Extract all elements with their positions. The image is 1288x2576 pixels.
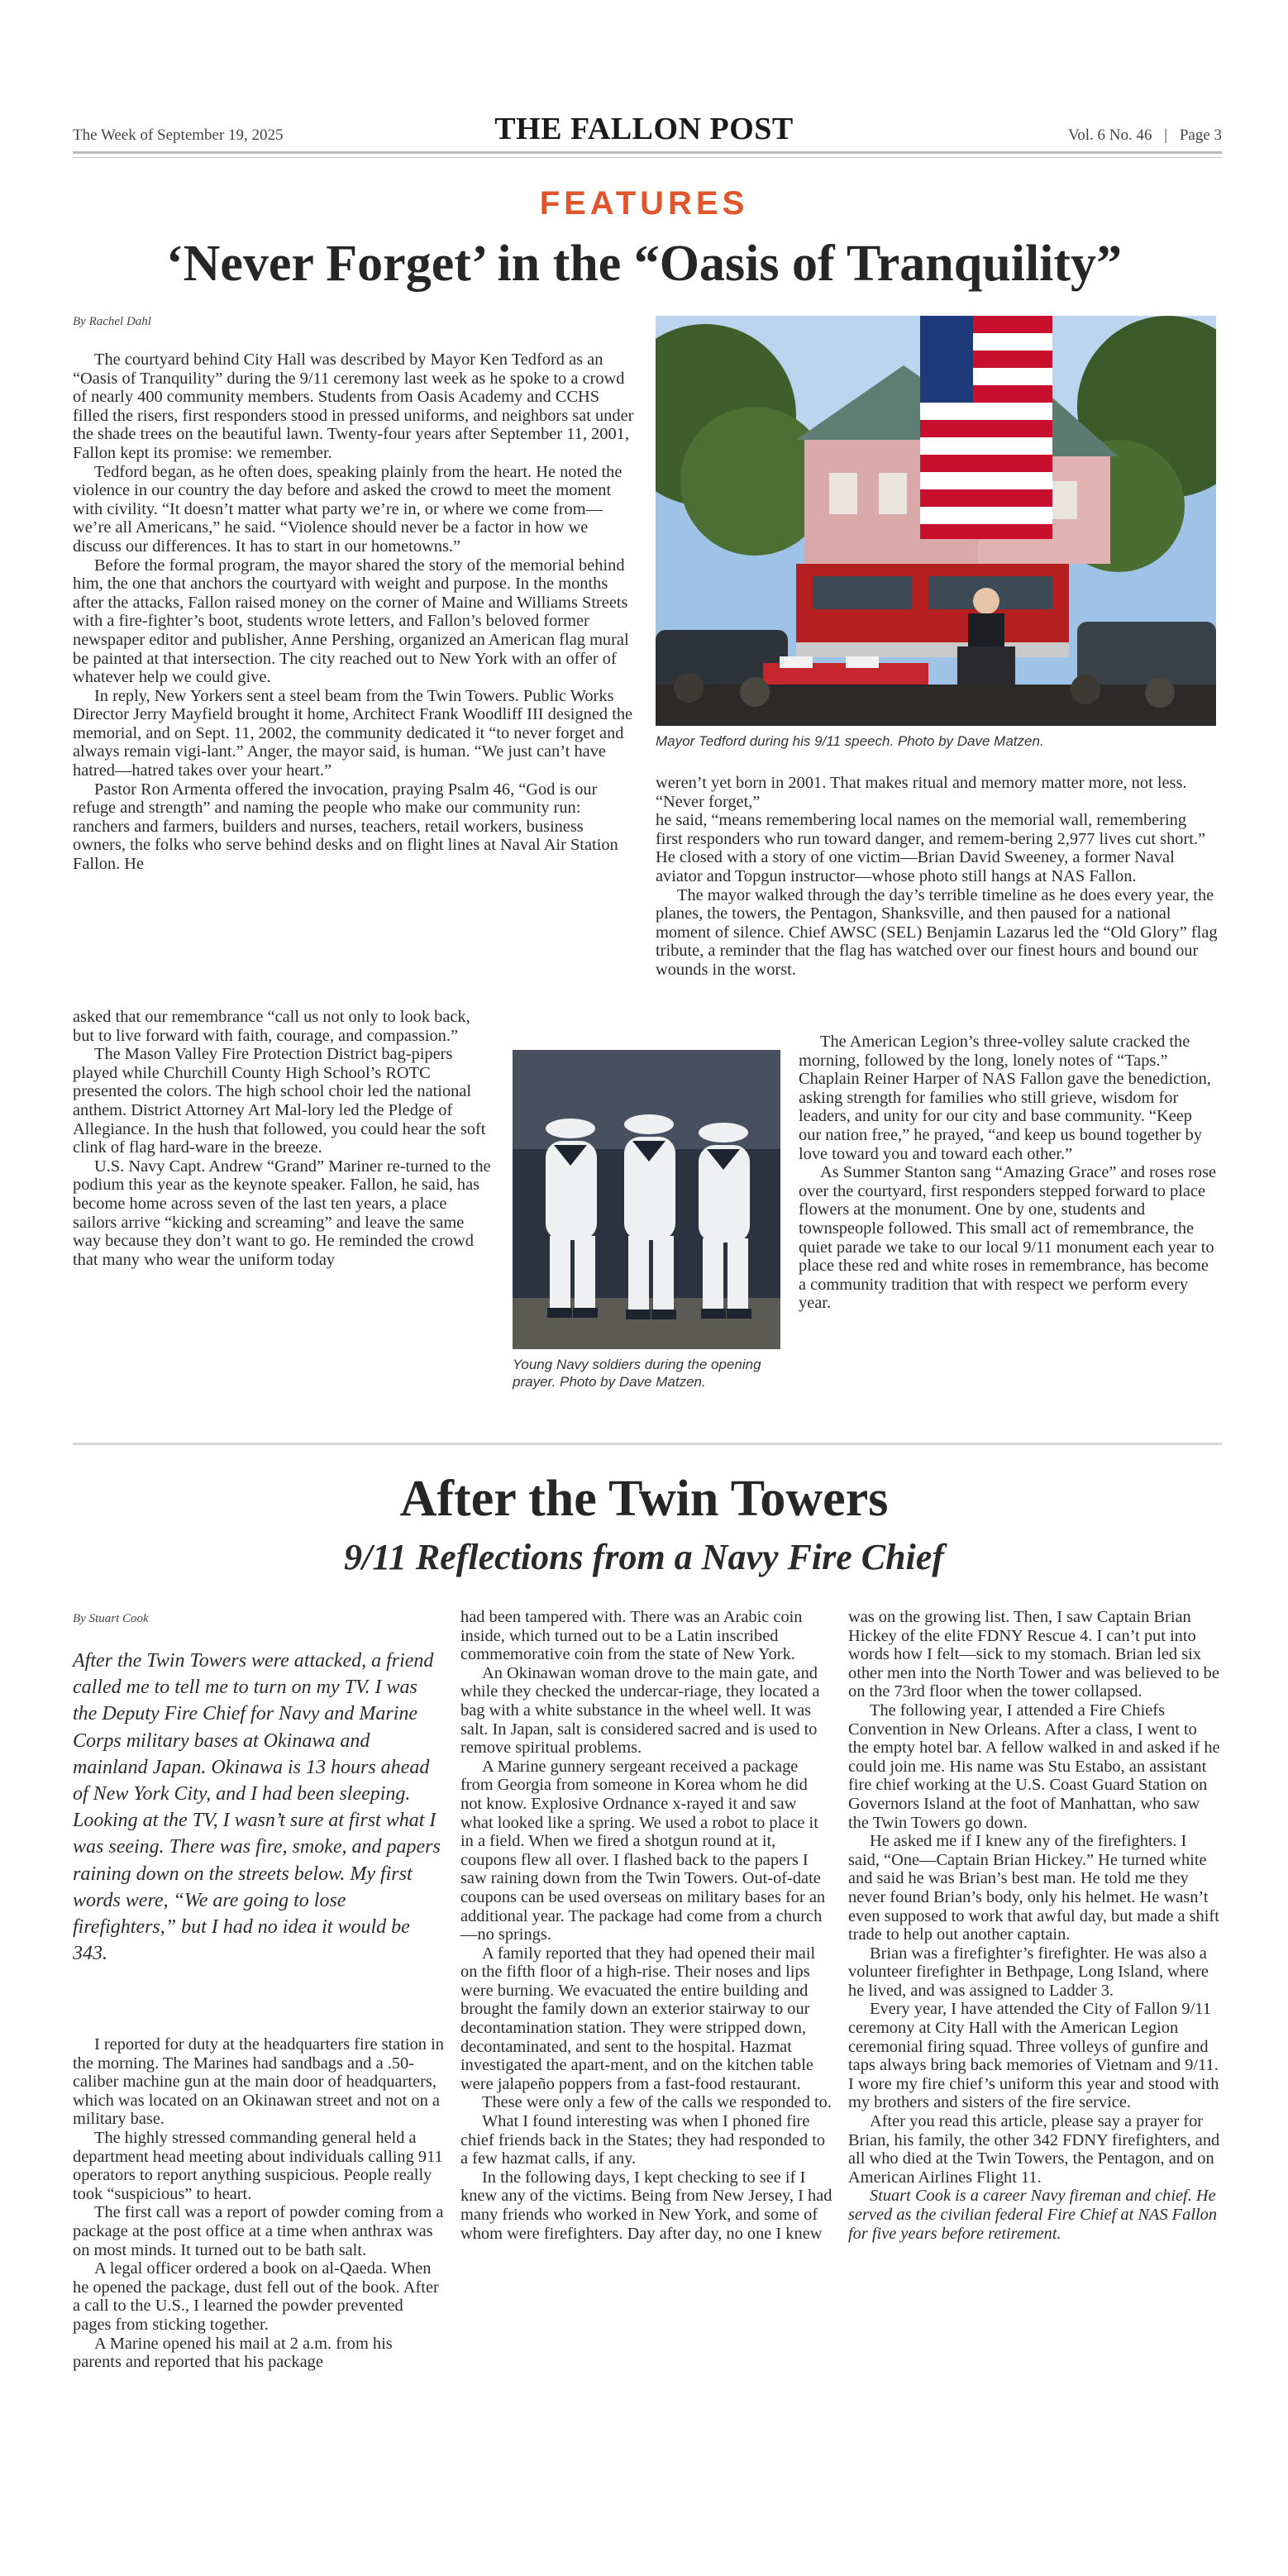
article1-byline: By Rachel Dahl — [73, 315, 151, 328]
issue-info — [1068, 126, 1222, 145]
paragraph: weren’t yet born in 2001. That makes ritual and memory matter more, not less. “Never forget,” — [656, 774, 1187, 811]
page-number: Page 3 — [1179, 126, 1222, 144]
paragraph: In the following days, I kept checking to see if I knew any of the victims. Being from New Jersey, I had many friends who worked in New York, and some of whom were firefighters. Day after day, no one I knew — [460, 2168, 832, 2243]
paper-name: THE FALLON POST — [494, 112, 794, 146]
article2-column-1 — [73, 2035, 445, 2372]
paragraph: What I found interesting was when I phoned fire chief friends back in the States; they had responded to a few hazmat calls, if any. — [460, 2112, 826, 2168]
paragraph: Pastor Ron Armenta offered the invocation, praying Psalm 46, “God is our refuge and strength” and naming the people who make our community run: ranchers and farmers, builders and nurses, teachers, retail workers, business owners, the folks who serve behind desks and on flight lines at Naval Air Station Fallon. He — [73, 780, 618, 874]
american-flag-icon — [920, 316, 1052, 539]
navy-caption-line1: Young Navy soldiers during the opening — [513, 1357, 761, 1372]
paragraph: The courtyard behind City Hall was described by Mayor Ken Tedford as an “Oasis of Tranquility” during the 9/11 ceremony last week as he spoke to a crowd of nearly 400 community members. Students from Oasis Academy and CCHS filled the risers, first responders stood in pressed uniforms, and neighbors sat under the shade trees on the beautiful lawn. Twenty-four years after September 11, 2001, Fallon kept its promise: we remember. — [73, 351, 634, 462]
volume-number: Vol. 6 No. 46 — [1067, 126, 1152, 144]
paragraph: The first call was a report of powder coming from a package at the post office at a time when anthrax was on most minds. It turned out to be bath salt. — [73, 2203, 444, 2259]
paragraph: U.S. Navy Capt. Andrew “Grand” Mariner re-turned to the podium this year as the keynote speaker. Fallon, he said, has become home across seven of the last ten years, a place sailors arrive “kicking and screaming” and leave the same way because they don’t want to go. He reminded the crowd that many who wear the uniform today — [73, 1157, 491, 1269]
paragraph: Brian was a firefighter’s firefighter. He was also a volunteer firefighter in Bethpage, Long Island, where he lived, and was assigned to Ladder 3. — [848, 1944, 1209, 2000]
mayor-photo — [656, 316, 1216, 726]
article2-byline: By Stuart Cook — [73, 1612, 149, 1625]
navy-soldiers-image — [513, 1050, 780, 1349]
mayor-ceremony-image — [656, 316, 1216, 726]
article1-right-column — [656, 774, 1218, 980]
paragraph: The Mason Valley Fire Protection District bag-pipers played while Churchill County High School’s ROTC presented the colors. The high school choir led the national anthem. District Attorney Art Mal-lory led the Pledge of Allegiance. In the hush that followed, you could hear the soft clink of flag hard-ware in the breeze. — [73, 1045, 486, 1157]
article1-headline: ‘Never Forget’ in the “Oasis of Tranquility” — [165, 236, 1123, 292]
paragraph: had been tampered with. There was an Arabic coin inside, which turned out to be a Latin inscribed commemorative coin from the state of New York. — [460, 1608, 803, 1664]
paragraph: asked that our remembrance “call us not only to look back, but to live forward with faith, courage, and compassion.” — [73, 1008, 470, 1045]
paragraph: The highly stressed commanding general held a department head meeting about individuals calling 911 operators to report anything suspicious. People really took “suspicious” to heart. — [73, 2128, 443, 2203]
paragraph: he said, “means remembering local names on the memorial wall, remembering first responders who run toward danger, and remem-bering 2,977 lives cut short.” He closed with a story of one victim—Brian David Sweeney, a former Naval aviator and Topgun instructor—whose photo still hangs at NAS Fallon. — [656, 811, 1206, 885]
navy-caption-line2: prayer. Photo by Dave Matzen. — [513, 1374, 706, 1390]
article2-subheadline: 9/11 Reflections from a Navy Fire Chief — [344, 1537, 944, 1577]
paragraph: A Marine gunnery sergeant received a package from Georgia from someone in Korea whom he did not know. Explosive Ordnance x-rayed it and saw what looked like a spring. We used a robot to place it in a field. When we fired a shotgun round at it, coupons flew all over. I flashed back to the papers I saw raining down from the Twin Towers. Out-of-date coupons can be used overseas on military bases for an additional year. The package had come from a church—no springs. — [460, 1757, 826, 1944]
paragraph: A legal officer ordered a book on al-Qaeda. When he opened the package, dust fell out of the book. After a call to the U.S., I learned the powder prevented pages from sticking together. — [73, 2259, 439, 2334]
paragraph: These were only a few of the calls we responded to. — [482, 2093, 832, 2112]
mayor-photo-caption: Mayor Tedford during his 9/11 speech. Photo by Dave Matzen. — [656, 733, 1044, 749]
navy-photo-caption — [513, 1356, 785, 1391]
paragraph: I reported for duty at the headquarters fire station in the morning. The Marines had sandbags and a .50-caliber machine gun at the main door of headquarters, which was located on an Okinawan street and not on a military base. — [73, 2035, 444, 2129]
article2-pull-quote: After the Twin Towers were attacked, a friend called me to tell me to turn on my TV. I was the Deputy Fire Chief for Navy and Marine Corps military bases at Okinawa and mainland Japan. Okinawa is 13 hours ahead of New York City, and I had been sleeping. Looking at the TV, I wasn’t sure at first what I was seeing. There was fire, smoke, and papers raining down on the streets below. My first words were, “We are going to lose firefighters,” but I had no idea it would be 343. — [73, 1650, 441, 1965]
issue-date: The Week of September 19, 2025 — [73, 126, 284, 144]
paragraph: was on the growing list. Then, I saw Captain Brian Hickey of the elite FDNY Rescue 4. I can’t put into words how I felt—sick to my stomach. Brian led six other men into the North Tower and was believed to be on the 73rd floor when the tower collapsed. — [848, 1608, 1219, 1701]
article-divider — [73, 1443, 1222, 1445]
article2-column-2 — [460, 1608, 832, 2243]
author-bio: Stuart Cook is a career Navy fireman and chief. He served as the civilian federal Fire Chief at NAS Fallon for five years before retirement. — [848, 2187, 1218, 2243]
paragraph: As Summer Stanton sang “Amazing Grace” and roses rose over the courtyard, first responders stepped forward to place flowers at the monument. One by one, students and townspeople followed. This small act of remembrance, the quiet parade we take to our local 9/11 monument each year to place these red and white roses in remembrance, has become a community tradition that with respect we perform every year. — [799, 1163, 1217, 1313]
paragraph: Tedford began, as he often does, speaking plainly from the heart. He noted the violence in our country the day before and asked the crowd to meet the moment with civility. “It doesn’t matter what party we’re in, or where we come from—we’re all Americans,” he said. “Violence should never be a factor in how we discuss our differences. It has to start in our hometowns.” — [73, 462, 623, 556]
paragraph: A family reported that they had opened their mail on the fifth floor of a high-rise. Their noses and lips were burning. We evacuated the entire building and brought the family down an exterior stairway to our decontamination station. They were stripped down, decontaminated, and sent to the hospital. Hazmat investigated the apart-ment, and on the kitchen table were jalapeño poppers from a fast-food restaurant. — [460, 1944, 816, 2093]
paragraph: The American Legion’s three-volley salute cracked the morning, followed by the long, lonely notes of “Taps.” Chaplain Reiner Harper of NAS Fallon gave the benediction, asking strength for families who still grieve, wisdom for leaders, and unity for our city and base community. “Keep our nation free,” he prayed, “and keep us bound together by love toward you and toward each other.” — [799, 1033, 1211, 1163]
article1-left-column — [73, 351, 637, 874]
paragraph: The following year, I attended a Fire Chiefs Convention in New Orleans. After a class, I went to the empty hotel bar. A fellow walked in and asked if he could join me. His name was Stu Estabo, an assistant fire chief working at the U.S. Coast Guard Station on Governors Island at the foot of Manhattan, who saw the Twin Towers go down. — [848, 1701, 1220, 1832]
article2-headline: After the Twin Towers — [399, 1471, 889, 1527]
separator: | — [1164, 126, 1168, 144]
section-label: FEATURES — [539, 185, 749, 222]
paragraph: He asked me if I knew any of the firefighters. I said, “One—Captain Brian Hickey.” He turned white and said he was Brian’s best man. He told me they never found Brian’s body, only his helmet. He wasn’t even supposed to work that awful day, but made a shift trade to help out another captain. — [848, 1832, 1219, 1944]
paragraph: Before the formal program, the mayor shared the story of the memorial behind him, the one that anchors the courtyard with weight and purpose. In the months after the attacks, Fallon raised money on the corner of Maine and Williams Streets with a fire-fighter’s boot, students wrote letters, and Fallon’s beloved former newspaper editor and publisher, Anne Pershing, organized an American flag mural be painted at that intersection. The city reached out to New York with an offer of whatever help we could give. — [73, 556, 629, 687]
paragraph: A Marine opened his mail at 2 a.m. from his parents and reported that his package — [73, 2334, 393, 2372]
masthead-rule-bottom — [73, 157, 1222, 158]
paragraph: Every year, I have attended the City of Fallon 9/11 ceremony at City Hall with the American Legion ceremonial firing squad. Three volleys of gunfire and taps always bring back memories of Vietnam and 9/11. I wore my fire chief’s uniform this year and stood with my brothers and sisters of the fire service. — [848, 2000, 1219, 2112]
paragraph: In reply, New Yorkers sent a steel beam from the Twin Towers. Public Works Director Jerry Mayfield brought it home, Architect Frank Woodliff III designed the memorial, and on Sept. 11, 2002, the community dedicated it “to never forget and always remain vigi-lant.” Anger, the mayor said, is human. “We just can’t have hatred—hatred takes over your heart.” — [73, 686, 633, 780]
masthead-rule-top — [73, 151, 1222, 154]
paragraph: The mayor walked through the day’s terrible timeline as he does every year, the planes, the towers, the Pentagon, Shanksville, and then paused for a national moment of silence. Chief AWSC (SEL) Benjamin Lazarus led the “Old Glory” flag tribute, a reminder that the flag has watched over our finest hours and bound our wounds in the worst. — [656, 885, 1218, 979]
paragraph: An Okinawan woman drove to the main gate, and while they checked the undercar-riage, they located a bag with a white substance in the wheel well. It was salt. In Japan, salt is considered sacred and is used to remove spiritual problems. — [460, 1663, 820, 1758]
article1-right-narrow-column — [799, 1033, 1218, 1313]
article1-left-narrow-column — [73, 1008, 494, 1269]
article2-column-3 — [848, 1608, 1220, 2243]
paragraph: After you read this article, please say a prayer for Brian, his family, the other 342 FDNY firefighters, and all who died at the Twin Towers, the Pentagon, and on American Airlines Flight 11. — [848, 2112, 1220, 2187]
navy-soldiers-photo — [513, 1050, 780, 1349]
